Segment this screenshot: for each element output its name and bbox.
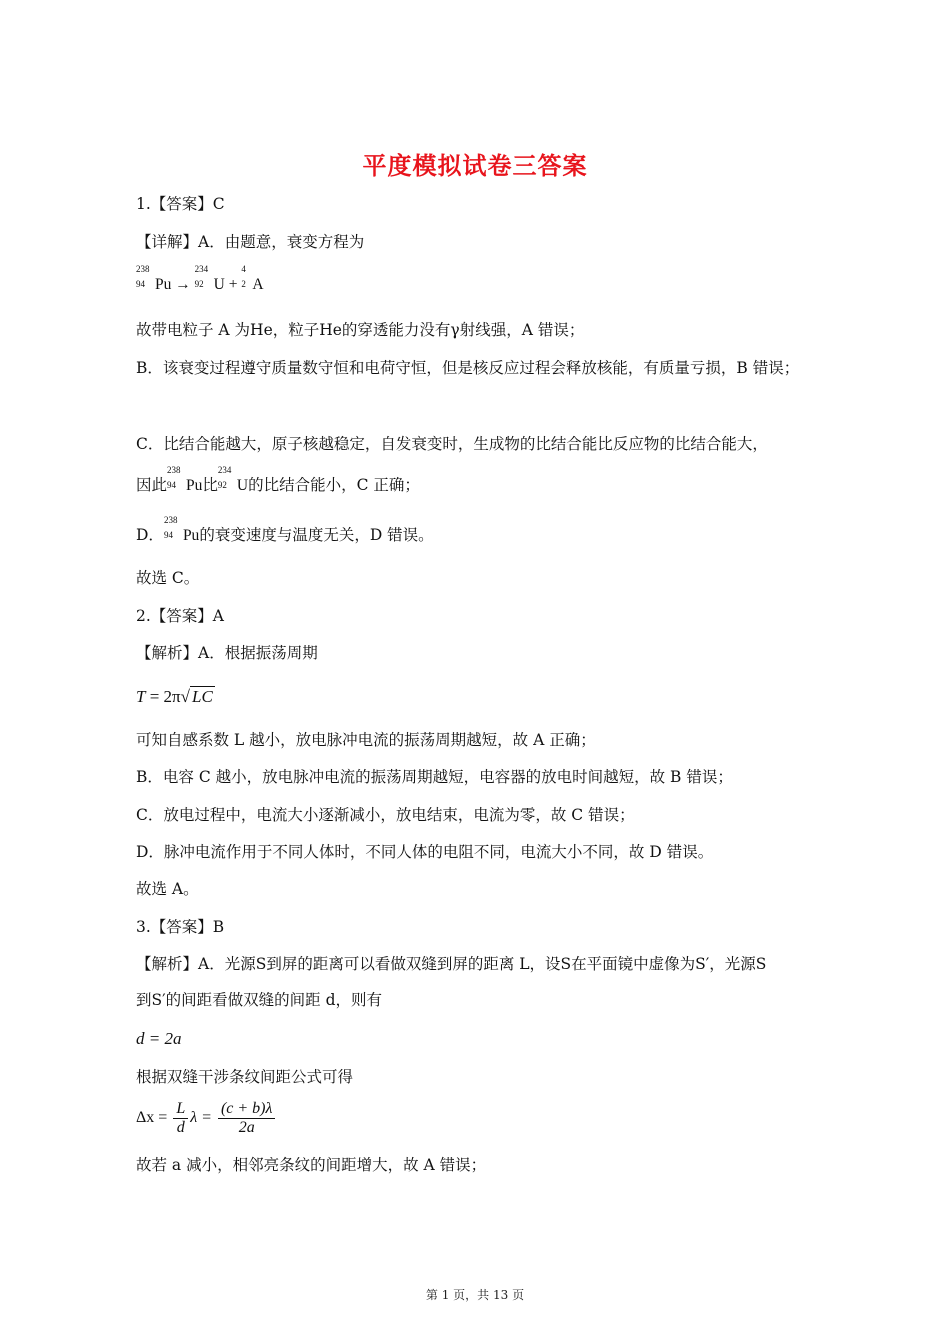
q3-line-a: 故若 a 减小，相邻亮条纹的间距增大，故 A 错误； (136, 1156, 487, 1174)
q1-line-c1: C．比结合能越大，原子核越稳定，自发衰变时，生成物的比结合能比反应物的比结合能大， (136, 435, 768, 453)
nuclide-u: 234 92 U (217, 465, 249, 494)
q2-line-b: B．电容 C 越小，放电脉冲电流的振荡周期越短，电容器的放电时间越短，故 B 错误； (136, 768, 733, 786)
fraction-cb-lambda-over-2a: $\frac{(c + b)\lambda}{2a}$ (218, 1100, 275, 1137)
q1-decay-equation: 238 94 Pu → 234 92 U + 4 2 A (136, 274, 826, 296)
q1-line-c2: 因此 238 94 Pu比 234 92 U的比结合能小，C 正确； (136, 474, 826, 497)
q1-answer: 1.【答案】C (136, 195, 225, 213)
q1-line-d: D． 238 94 Pu的衰变速度与温度无关，D 错误。 (136, 524, 826, 547)
q3-answer: 3.【答案】B (136, 918, 225, 936)
q1-choose: 故选 C。 (136, 569, 200, 587)
q3-d-equation: d = 2a (136, 1029, 182, 1048)
q2-period-formula: T = 2π√ LC (136, 687, 213, 706)
q1-line-b: B．该衰变过程遵守质量数守恒和电荷守恒，但是核反应过程会释放核能，有质量亏损，B 错误； (136, 359, 800, 377)
q1-line-a: 故带电粒子 A 为He，粒子He的穿透能力没有γ射线强，A 错误； (136, 321, 585, 339)
q3-detail-1: 【解析】A．光源S到屏的距离可以看做双缝到屏的距离 L，设S在平面镜中虚像为S′，光源S (136, 955, 767, 973)
q2-line-d: D．脉冲电流作用于不同人体时，不同人体的电阻不同，电流大小不同，故 D 错误。 (136, 843, 714, 861)
nuclide-a: 4 2 A (241, 264, 264, 293)
nuclide-pu: 238 94 Pu (167, 465, 203, 494)
q2-line-c: C．放电过程中，电流大小逐渐减小，放电结束，电流为零，故 C 错误； (136, 806, 635, 824)
arrow-symbol: → (175, 276, 191, 293)
q3-detail-2: 到S′的间距看做双缝的间距 d，则有 (136, 991, 382, 1009)
nuclide-u: 234 92 U (194, 264, 225, 293)
q3-formula-intro: 根据双缝干涉条纹间距公式可得 (136, 1068, 354, 1086)
page-title: 平度模拟试卷三答案 (362, 152, 588, 180)
q3-fringe-formula: Δx = $\frac{L}{d}$ λ = $\frac{(c + b)\lambda}{2a}$ (136, 1098, 826, 1138)
nuclide-pu: 238 94 Pu (163, 515, 200, 544)
page-footer: 第 1 页，共 13 页 (425, 1288, 525, 1302)
nuclide-pu: 238 94 Pu (136, 264, 172, 293)
q2-detail: 【解析】A．根据振荡周期 (136, 644, 318, 662)
q2-answer: 2.【答案】A (136, 607, 224, 625)
q2-line-a: 可知自感系数 L 越小，放电脉冲电流的振荡周期越短，故 A 正确； (136, 731, 596, 749)
fraction-l-over-d: $\frac{L}{d}$ (173, 1100, 188, 1137)
sqrt-symbol: √ (180, 687, 190, 706)
q2-choose: 故选 A。 (136, 880, 199, 898)
q1-detail: 【详解】A．由题意，衰变方程为 (136, 233, 365, 251)
